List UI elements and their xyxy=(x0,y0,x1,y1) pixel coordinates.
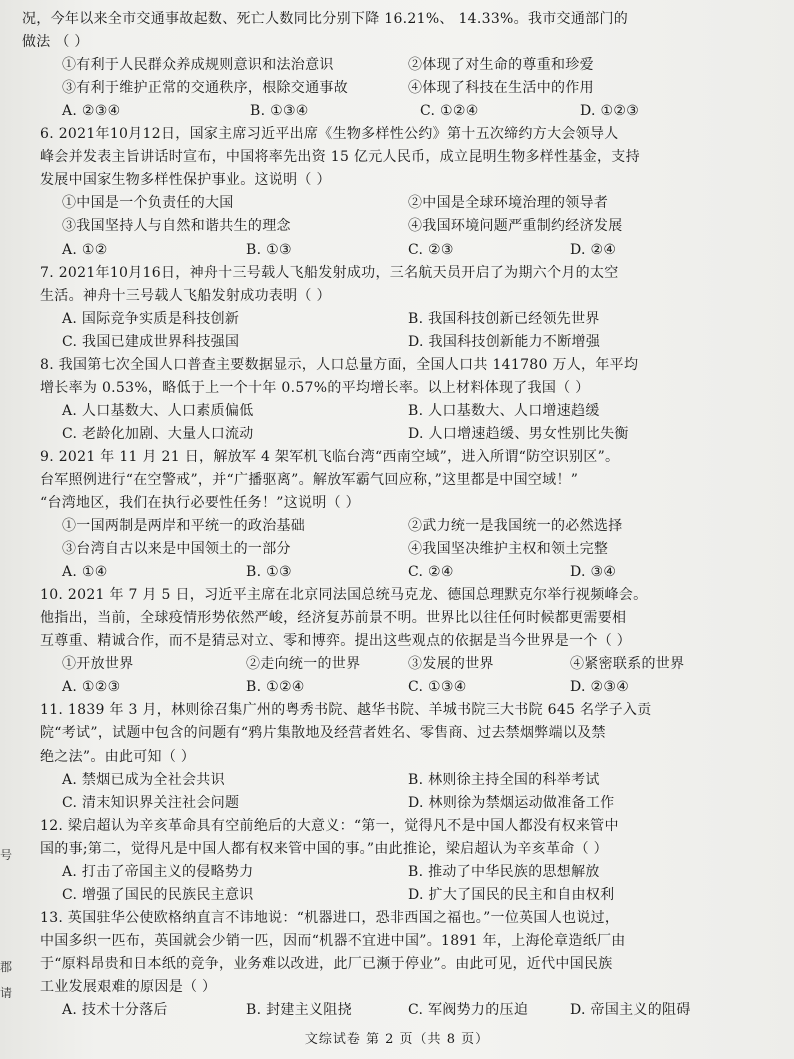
q13-line4: 工业发展艰难的原因是（ ） xyxy=(40,978,217,995)
q10-statement-1: ①开放世界 xyxy=(62,656,134,673)
q7-option-b: B. 我国科技创新已经领先世界 xyxy=(408,310,600,327)
q13-line2: 中国多织一匹布，英国就会少销一匹，因而“机器不宜进中国”。1891 年，上海伦章造纸厂由 xyxy=(40,932,626,949)
q6-statement-1: ①中国是一个负责任的大国 xyxy=(62,195,234,212)
q7-option-a: A. 国际竞争实质是科技创新 xyxy=(62,310,240,327)
q12-option-a: A. 打击了帝国主义的侵略势力 xyxy=(62,863,254,880)
q11-option-b: B. 林则徐主持全国的科举考试 xyxy=(408,771,600,788)
q10-option-d: D. ②③④ xyxy=(570,679,630,696)
q7-line1: 7. 2021年10月16日，神舟十三号载人飞船发射成功，三名航天员开启了为期六个月的太空 xyxy=(40,264,619,281)
q7-option-c: C. 我国已建成世界科技强国 xyxy=(62,333,240,350)
q10-line3: 互尊重、精诚合作，而不是猜忌对立、零和博弈。提出这些观点的依据是当今世界是一个（ ） xyxy=(40,633,632,650)
q9-line2: 台军照例进行“在空警戒”，并“广播驱离”。解放军霸气回应称，”这里都是中国空域！” xyxy=(40,471,579,488)
q13-option-d: D. 帝国主义的阻碍 xyxy=(570,1002,691,1018)
q10-option-c: C. ①③④ xyxy=(408,679,467,696)
margin-mark-2: 郡 xyxy=(0,960,13,974)
q6-line1: 6. 2021年10月12日，国家主席习近平出席《生物多样性公约》第十五次缔约方大会领导人 xyxy=(40,126,619,143)
q4-option-a: A. ②③④ xyxy=(62,103,121,120)
q13-option-a: A. 技术十分落后 xyxy=(62,1002,168,1018)
q10-option-a: A. ①②③ xyxy=(62,679,121,696)
q6-statement-3: ③我国坚持人与自然和谐共生的理念 xyxy=(62,218,291,235)
q8-line2: 增长率为 0.53%，略低于上一个十年 0.57%的平均增长率。以上材料体现了我国（ ） xyxy=(40,379,590,396)
q11-option-a: A. 禁烟已成为全社会共识 xyxy=(62,771,225,788)
q9-statement-3: ③台湾自古以来是中国领土的一部分 xyxy=(62,541,291,557)
q8-option-c: C. 老龄化加剧、大量人口流动 xyxy=(62,425,254,442)
q7-option-d: D. 我国科技创新能力不断增强 xyxy=(408,333,601,350)
q6-option-b: B. ①③ xyxy=(246,241,292,258)
q6-option-d: D. ②④ xyxy=(570,241,617,258)
q4-statement-3: ③有利于维护正常的交通秩序，根除交通事故 xyxy=(62,80,348,97)
q4-line1: 况，今年以来全市交通事故起数、死亡人数同比分别下降 16.21%、 14.33%。我市交通部门的 xyxy=(22,11,629,27)
q11-line1: 11. 1839 年 3 月，林则徐召集广州的粤秀书院、越华书院、羊城书院三大书院 645 名学子入贡 xyxy=(40,702,652,719)
q4-statement-4: ④体现了科技在生活中的作用 xyxy=(408,80,594,97)
q13-line1: 13. 英国驻华公使欧格纳直言不讳地说：“机器进口，恐非西国之福也。”一位英国人也说过， xyxy=(40,909,620,926)
q11-option-c: C. 清末知识界关注社会问题 xyxy=(62,794,240,811)
margin-mark-1: 号 xyxy=(0,848,13,862)
q12-option-d: D. 扩大了国民的民主和自由权利 xyxy=(408,886,615,903)
q10-statement-3: ③发展的世界 xyxy=(408,656,494,673)
q12-line2: 国的事;第二，觉得凡是中国人都有权来管中国的事。”由此推论，梁启超认为辛亥革命（ ） xyxy=(40,840,608,857)
q9-statement-4: ④我国坚决维护主权和领土完整 xyxy=(408,541,609,557)
q6-option-a: A. ①② xyxy=(62,241,108,258)
q12-option-b: B. 推动了中华民族的思想解放 xyxy=(408,863,600,880)
q11-option-d: D. 林则徐为禁烟运动做准备工作 xyxy=(408,794,615,811)
q9-option-d: D. ③④ xyxy=(570,564,617,581)
q4-option-d: D. ①②③ xyxy=(580,103,640,120)
q13-line3: 于“原料昂贵和日本纸的竞争，业务难以改进，此厂已濒于停业”。由此可见，近代中国民族 xyxy=(40,955,613,972)
q12-line1: 12. 梁启超认为辛亥革命具有空前绝后的大意义：“第一，觉得凡不是中国人都没有权来管中 xyxy=(40,817,619,834)
q9-option-a: A. ①④ xyxy=(62,564,108,581)
q10-option-b: B. ①②④ xyxy=(246,679,305,696)
q4-option-c: C. ①②④ xyxy=(420,103,479,120)
q11-line3: 绝之法”。由此可知（ ） xyxy=(40,748,196,765)
q4-statement-2: ②体现了对生命的尊重和珍爱 xyxy=(408,57,594,74)
q9-line3: “台湾地区，我们在执行必要性任务！”这说明（ ） xyxy=(40,495,360,511)
q10-statement-4: ④紧密联系的世界 xyxy=(570,656,685,673)
q13-option-c: C. 军阀势力的压迫 xyxy=(408,1002,529,1018)
margin-mark-3: 请 xyxy=(0,986,13,1000)
page-footer: 文综试卷 第 2 页（共 8 页） xyxy=(304,1032,490,1047)
q12-option-c: C. 增强了国民的民族民主意识 xyxy=(62,886,254,903)
q9-line1: 9. 2021 年 11 月 21 日，解放军 4 架军机飞临台湾“西南空域”，进入所谓“防空识别区”。 xyxy=(40,448,620,465)
q8-option-b: B. 人口基数大、人口增速趋缓 xyxy=(408,402,600,419)
q8-line1: 8. 我国第七次全国人口普查主要数据显示，人口总量方面，全国人口共 141780 万人，年平均 xyxy=(40,356,639,373)
q4-statement-1: ①有利于人民群众养成规则意识和法治意识 xyxy=(62,57,334,74)
q6-line3: 发展中国家生物多样性保护事业。这说明（ ） xyxy=(40,172,331,189)
q10-line1: 10. 2021 年 7 月 5 日，习近平主席在北京同法国总统马克龙、德国总理默克尔举行视频峰会。 xyxy=(40,587,648,604)
q6-statement-4: ④我国环境问题严重制约经济发展 xyxy=(408,218,623,235)
q6-option-c: C. ②③ xyxy=(408,241,454,258)
q11-line2: 院“考试”，试题中包含的问题有“鸦片集散地及经营者姓名、零售商、过去禁烟弊端以及禁 xyxy=(40,725,606,742)
q6-statement-2: ②中国是全球环境治理的领导者 xyxy=(408,195,609,212)
q10-statement-2: ②走向统一的世界 xyxy=(246,656,361,673)
q8-option-d: D. 人口增速趋缓、男女性别比失衡 xyxy=(408,425,629,442)
q7-line2: 生活。神舟十三号载人飞船发射成功表明（ ） xyxy=(40,287,331,304)
q4-line2: 做法 （ ） xyxy=(22,34,89,50)
q13-option-b: B. 封建主义阻挠 xyxy=(246,1002,352,1018)
q4-option-b: B. ①③④ xyxy=(250,103,309,120)
q6-line2: 峰会并发表主旨讲话时宣布，中国将率先出资 15 亿元人民币，成立昆明生物多样性基金，支持 xyxy=(40,149,640,166)
q9-option-b: B. ①③ xyxy=(246,564,292,581)
q8-option-a: A. 人口基数大、人口素质偏低 xyxy=(62,402,254,419)
q10-line2: 他指出，当前，全球疫情形势依然严峻，经济复苏前景不明。世界比以往任何时候都更需要相 xyxy=(40,610,627,627)
q9-statement-1: ①一国两制是两岸和平统一的政治基础 xyxy=(62,518,306,534)
q9-statement-2: ②武力统一是我国统一的必然选择 xyxy=(408,518,623,534)
q9-option-c: C. ②④ xyxy=(408,564,454,581)
